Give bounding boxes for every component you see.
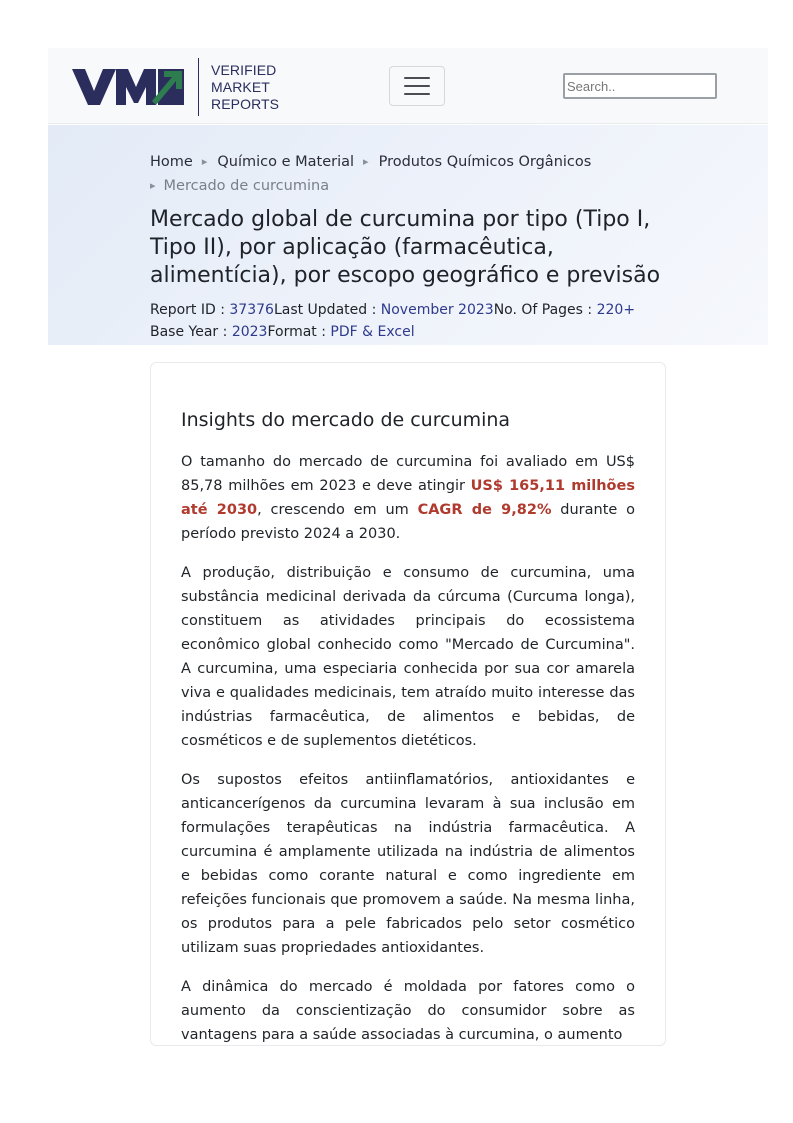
format-label: Format : bbox=[267, 324, 331, 340]
base-year-label: Base Year : bbox=[150, 324, 232, 340]
breadcrumb-chemical-link[interactable]: Químico e Material bbox=[217, 154, 355, 170]
breadcrumb-organic-link[interactable]: Produtos Químicos Orgânicos bbox=[378, 154, 592, 170]
insights-heading: Insights do mercado de curcumina bbox=[181, 409, 511, 431]
search-input[interactable] bbox=[563, 73, 717, 99]
report-meta-row bbox=[150, 299, 670, 321]
insights-paragraph: Os supostos efeitos antiinflamatórios, antioxidantes e anticancerígenos da curcumina levaram à sua inclusão em formulações terapêuticas na indústria farmacêutica. A curcumina é amplamente utilizada na indústria de alimentos e bebidas como corante natural e como ingrediente em refeições funcionais que promovem a saúde. Na mesma linha, os produtos para a pele fabricados pelo setor cosmético utilizam suas propriedades antioxidantes. bbox=[181, 772, 635, 956]
logo-line: REPORTS bbox=[211, 95, 280, 112]
breadcrumb-home-link[interactable]: Home bbox=[150, 154, 193, 170]
report-id-value: 37376 bbox=[229, 302, 274, 318]
chevron-right-icon: ▸ bbox=[201, 155, 208, 168]
insights-text: durante o período previsto 2024 a 2030. bbox=[181, 502, 635, 542]
logo-divider bbox=[198, 58, 199, 116]
insights-body bbox=[181, 450, 635, 1046]
logo-text bbox=[211, 62, 279, 113]
cagr-highlight: CAGR de 9,82% bbox=[417, 502, 552, 518]
insights-text: O tamanho do mercado de curcumina foi avaliado em US$ 85,78 milhões em 2023 e deve atingir bbox=[181, 454, 635, 494]
report-meta bbox=[150, 299, 670, 343]
insights-paragraph: A dinâmica do mercado é moldada por fatores como o aumento da conscientização do consumidor sobre as vantagens para a saúde associadas à curcumina, o aumento bbox=[181, 979, 635, 1043]
chevron-right-icon: ▸ bbox=[150, 179, 156, 192]
hamburger-icon bbox=[404, 85, 430, 87]
breadcrumb bbox=[150, 150, 670, 198]
insights-paragraph bbox=[181, 450, 635, 546]
chevron-right-icon: ▸ bbox=[363, 155, 369, 168]
insights-paragraph: A produção, distribuição e consumo de curcumina, uma substância medicinal derivada da cúrcuma (Curcuma longa), constituem as atividades principais do ecossistema econômico global conhecido como "Mercado de Curcumina". A curcumina, uma especiaria conhecida por sua cor amarela viva e qualidades medicinais, tem atraído muito interesse das indústrias farmacêutica, de alimentos e bebidas, de cosméticos e de suplementos dietéticos. bbox=[181, 565, 635, 749]
menu-toggle-button[interactable] bbox=[389, 66, 445, 106]
site-header bbox=[48, 48, 768, 124]
last-updated-label: Last Updated : bbox=[273, 302, 381, 318]
vmr-logo-mark bbox=[72, 67, 184, 107]
last-updated-value: November 2023 bbox=[380, 302, 494, 318]
insights-card bbox=[150, 362, 666, 1046]
logo[interactable] bbox=[72, 58, 279, 116]
pages-value: 220+ bbox=[596, 302, 636, 318]
hamburger-icon bbox=[404, 93, 430, 95]
breadcrumb-current: Mercado de curcumina bbox=[163, 178, 330, 194]
page-title: Mercado global de curcumina por tipo (Tipo I, Tipo II), por aplicação (farmacêutica, alimentícia), por escopo geográfico e previsão bbox=[150, 207, 661, 288]
report-id-label: Report ID : bbox=[150, 302, 230, 318]
logo-line: MARKET bbox=[211, 78, 270, 95]
hamburger-icon bbox=[404, 77, 430, 79]
base-year-value: 2023 bbox=[231, 324, 268, 340]
logo-line: VERIFIED bbox=[211, 61, 277, 78]
report-meta-row bbox=[150, 321, 670, 343]
pages-label: No. Of Pages : bbox=[493, 302, 597, 318]
format-value: PDF & Excel bbox=[330, 324, 415, 340]
market-size-highlight: US$ 165,11 milhões até 2030 bbox=[181, 478, 635, 518]
insights-text: , crescendo em um bbox=[257, 502, 418, 518]
